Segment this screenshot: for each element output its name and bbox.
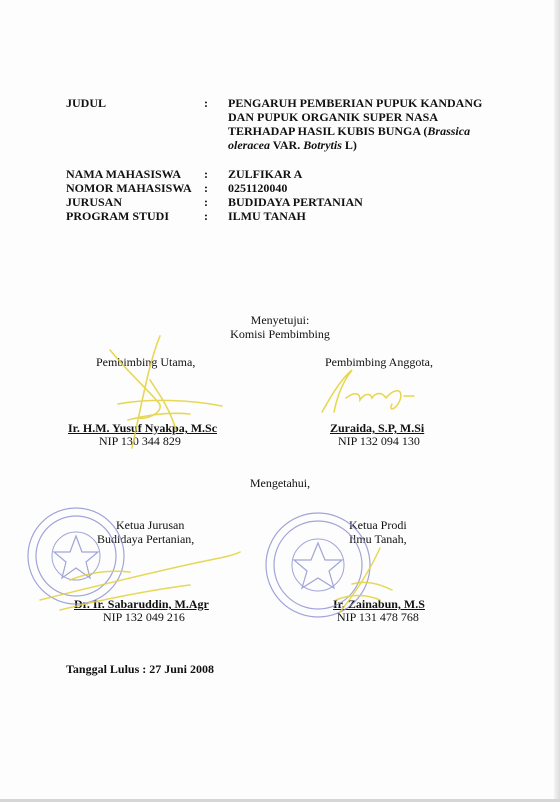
judul-colon: : (204, 96, 208, 110)
ketua-jurusan-nip: NIP 132 049 216 (103, 610, 185, 624)
prodi-value: ILMU TANAH (228, 209, 306, 223)
nama-value: ZULFIKAR A (228, 167, 303, 181)
jurusan-value: BUDIDAYA PERTANIAN (228, 195, 363, 209)
tanggal-lulus: Tanggal Lulus : 27 Juni 2008 (66, 662, 214, 676)
pembimbing-anggota-role: Pembimbing Anggota, (325, 355, 433, 369)
title-line-4: oleracea VAR. Botrytis L) (228, 138, 357, 152)
komisi-text: Komisi Pembimbing (230, 327, 330, 341)
title-line-3: TERHADAP HASIL KUBIS BUNGA (Brassica (228, 124, 471, 138)
title-line-2: DAN PUPUK ORGANIK SUPER NASA (228, 110, 439, 124)
ketua-prodi-nip: NIP 131 478 768 (337, 610, 419, 624)
signature-ketua-prodi (336, 548, 392, 612)
pembimbing-utama-role: Pembimbing Utama, (96, 355, 196, 369)
pembimbing-anggota-name: Zuraida, S.P, M.Si (330, 421, 425, 435)
nama-label: NAMA MAHASISWA (66, 167, 182, 181)
judul-label: JUDUL (66, 96, 107, 110)
signature-anggota (322, 370, 414, 412)
nomor-value: 0251120040 (228, 181, 288, 195)
ketua-jurusan-role: Ketua Jurusan (116, 518, 185, 532)
nomor-colon: : (204, 181, 208, 195)
pembimbing-utama-nip: NIP 130 344 829 (99, 434, 181, 448)
ketua-prodi-dept: Ilmu Tanah, (349, 532, 407, 546)
signature-ketua-jurusan (40, 552, 240, 610)
pembimbing-anggota-nip: NIP 132 094 130 (338, 434, 420, 448)
signature-utama (110, 336, 222, 448)
jurusan-label: JURUSAN (66, 195, 123, 209)
nama-colon: : (204, 167, 208, 181)
jurusan-colon: : (204, 195, 208, 209)
university-stamp-right (266, 513, 370, 617)
ketua-jurusan-dept: Budidaya Pertanian, (97, 532, 195, 546)
university-stamp-left (28, 508, 124, 604)
mengetahui-text: Mengetahui, (249, 476, 311, 490)
title-line-1: PENGARUH PEMBERIAN PUPUK KANDANG (228, 96, 483, 110)
nomor-label: NOMOR MAHASISWA (66, 181, 192, 195)
ketua-jurusan-name: Dr. Ir. Sabaruddin, M.Agr (74, 597, 209, 611)
pembimbing-utama-name: Ir. H.M. Yusuf Nyakpa, M.Sc (68, 421, 218, 435)
prodi-label: PROGRAM STUDI (66, 209, 170, 223)
menyetujui-text: Menyetujui: (250, 313, 310, 327)
page-edge-right (554, 0, 560, 802)
ketua-prodi-name: Ir. Zainabun, M.S (333, 597, 425, 611)
ketua-prodi-role: Ketua Prodi (349, 518, 407, 532)
prodi-colon: : (204, 209, 208, 223)
